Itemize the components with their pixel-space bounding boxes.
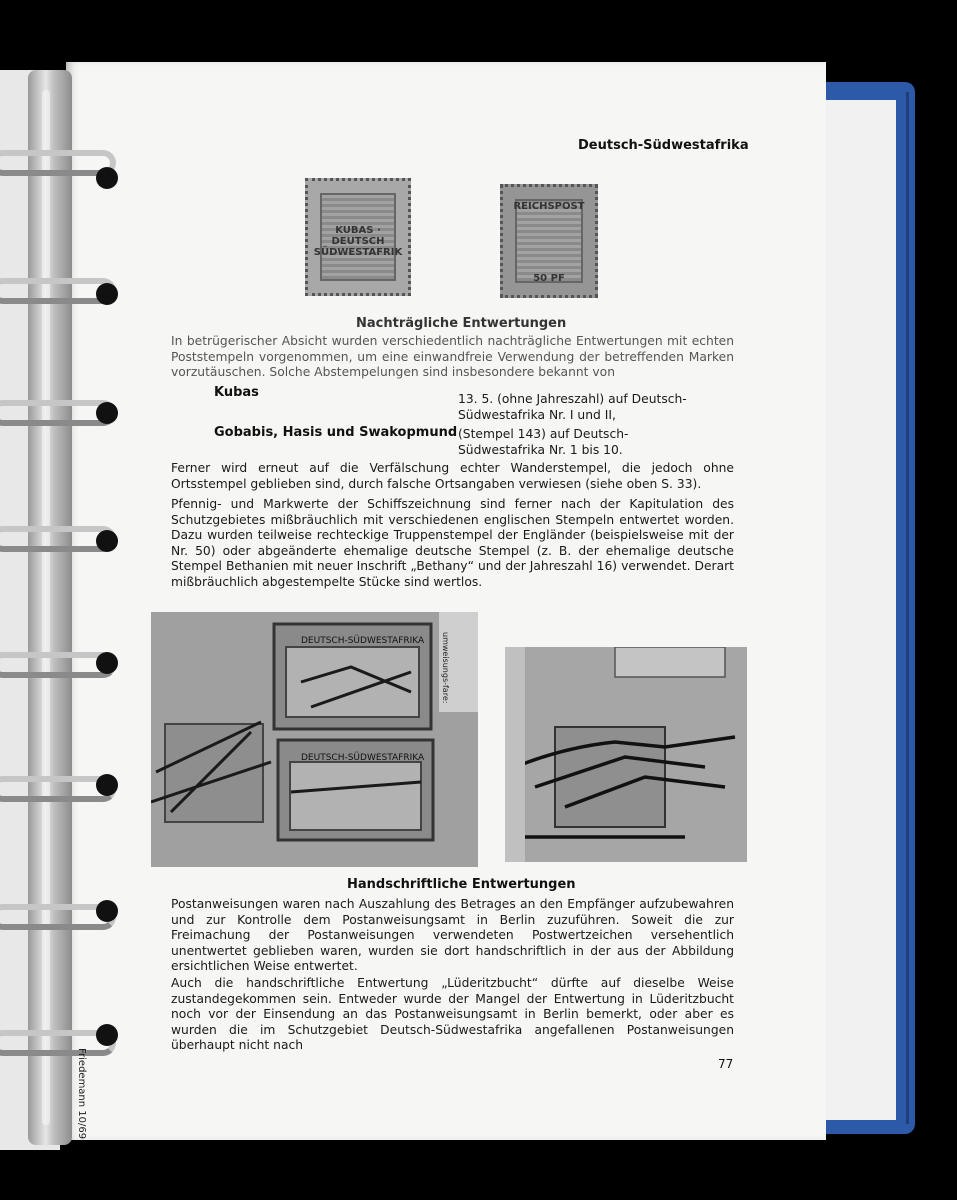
paragraph-schiffszeichnung: Pfennig- und Markwerte der Schiffszeichnung sind ferner nach der Kapitulation des Schutzgebietes mißbräuchlich mit verschiedenen englischen Stempeln entwertet worden. Dazu wurden teilweise rechteckige Truppenstempel der Engländer (beispielsweise mit der Nr. 50) oder abgeänderte ehemalige deutsche Stempel (z. B. der ehemalige deutsche Stempel Bethanien mit neuer Inschrift „Bethany“ und der Jahreszahl 16) verwendet. Derart mißbräuchlich abgestempelte Stücke sind wertlos. bbox=[171, 497, 734, 589]
ring-binder-spine bbox=[28, 70, 72, 1145]
stamp-value: 50 PF bbox=[533, 273, 565, 284]
list-value: (Stempel 143) auf Deutsch-Südwestafrika Nr. 1 bis 10. bbox=[458, 427, 629, 457]
paragraph-wanderstempel: Ferner wird erneut auf die Verfälschung echter Wanderstempel, die jedoch ohne Ortsstempel geblieben sind, durch falsche Ortsangaben verwiesen (siehe oben S. 33). bbox=[171, 461, 734, 491]
photo-side-label: umweisungs-fare: bbox=[441, 632, 450, 704]
stamp-image-reichspost bbox=[500, 184, 598, 298]
photo-stamps-on-piece bbox=[151, 612, 478, 867]
stamp-postmark-text: KUBAS · DEUTSCH SÜDWESTAFRIK bbox=[313, 225, 403, 258]
list-value: 13. 5. (ohne Jahreszahl) auf Deutsch-Südwestafrika Nr. I und II, bbox=[458, 392, 687, 422]
section-title: Handschriftliche Entwertungen bbox=[347, 877, 576, 892]
side-note: Friedemann 10/69 bbox=[76, 1048, 87, 1140]
stamp-image-kubas bbox=[305, 178, 411, 296]
page-number: 77 bbox=[718, 1057, 734, 1071]
stamp-label: REICHSPOST bbox=[513, 201, 585, 212]
photo-stamp-caption: DEUTSCH-SÜDWESTAFRIKA bbox=[301, 753, 425, 763]
paragraph-luederitzbucht: Auch die handschriftliche Entwertung „Lüderitzbucht“ dürfte auf dieselbe Weise zustandegekommen sein. Entweder wurde der Mangel der Entwertung in Lüderitzbucht noch vor der Einsendung an das Postanweisungsamt in Berlin bemerkt, oder aber es wurden die im Schutzgebiet Deutsch-Südwestafrika angefallenen Postanweisungen überhaupt nicht nach bbox=[171, 976, 734, 1053]
paragraph-intro: In betrügerischer Absicht wurden verschiedentlich nachträgliche Entwertungen mit echten Poststempeln vorgenommen, um eine einwandfreie Verwendung der betreffenden Marken vorzutäuschen. Solche Abstempelungen sind insbesondere bekannt von bbox=[171, 334, 734, 380]
section-header: Deutsch-Südwestafrika bbox=[578, 138, 749, 153]
paragraph-postanweisungen: Postanweisungen waren nach Auszahlung des Betrages an den Empfänger aufzubewahren und zur Kontrolle dem Postanweisungsamt in Berlin zuzuführen. Soweit die zur Freimachung der Postanweisungen verwendeten Postwertzeichen versehentlich unentwertet geblieben waren, wurden sie dort handschriftlich in der aus der Abbildung ersichtlichen Weise entwertet. bbox=[171, 897, 734, 974]
list-label: Kubas bbox=[214, 385, 259, 400]
list-label: Gobabis, Hasis und Swakopmund bbox=[214, 425, 458, 440]
photo-stamp-caption: DEUTSCH-SÜDWESTAFRIKA bbox=[301, 636, 425, 646]
section-title: Nachträgliche Entwertungen bbox=[356, 316, 567, 331]
photo-handwritten-cancel bbox=[505, 647, 747, 862]
